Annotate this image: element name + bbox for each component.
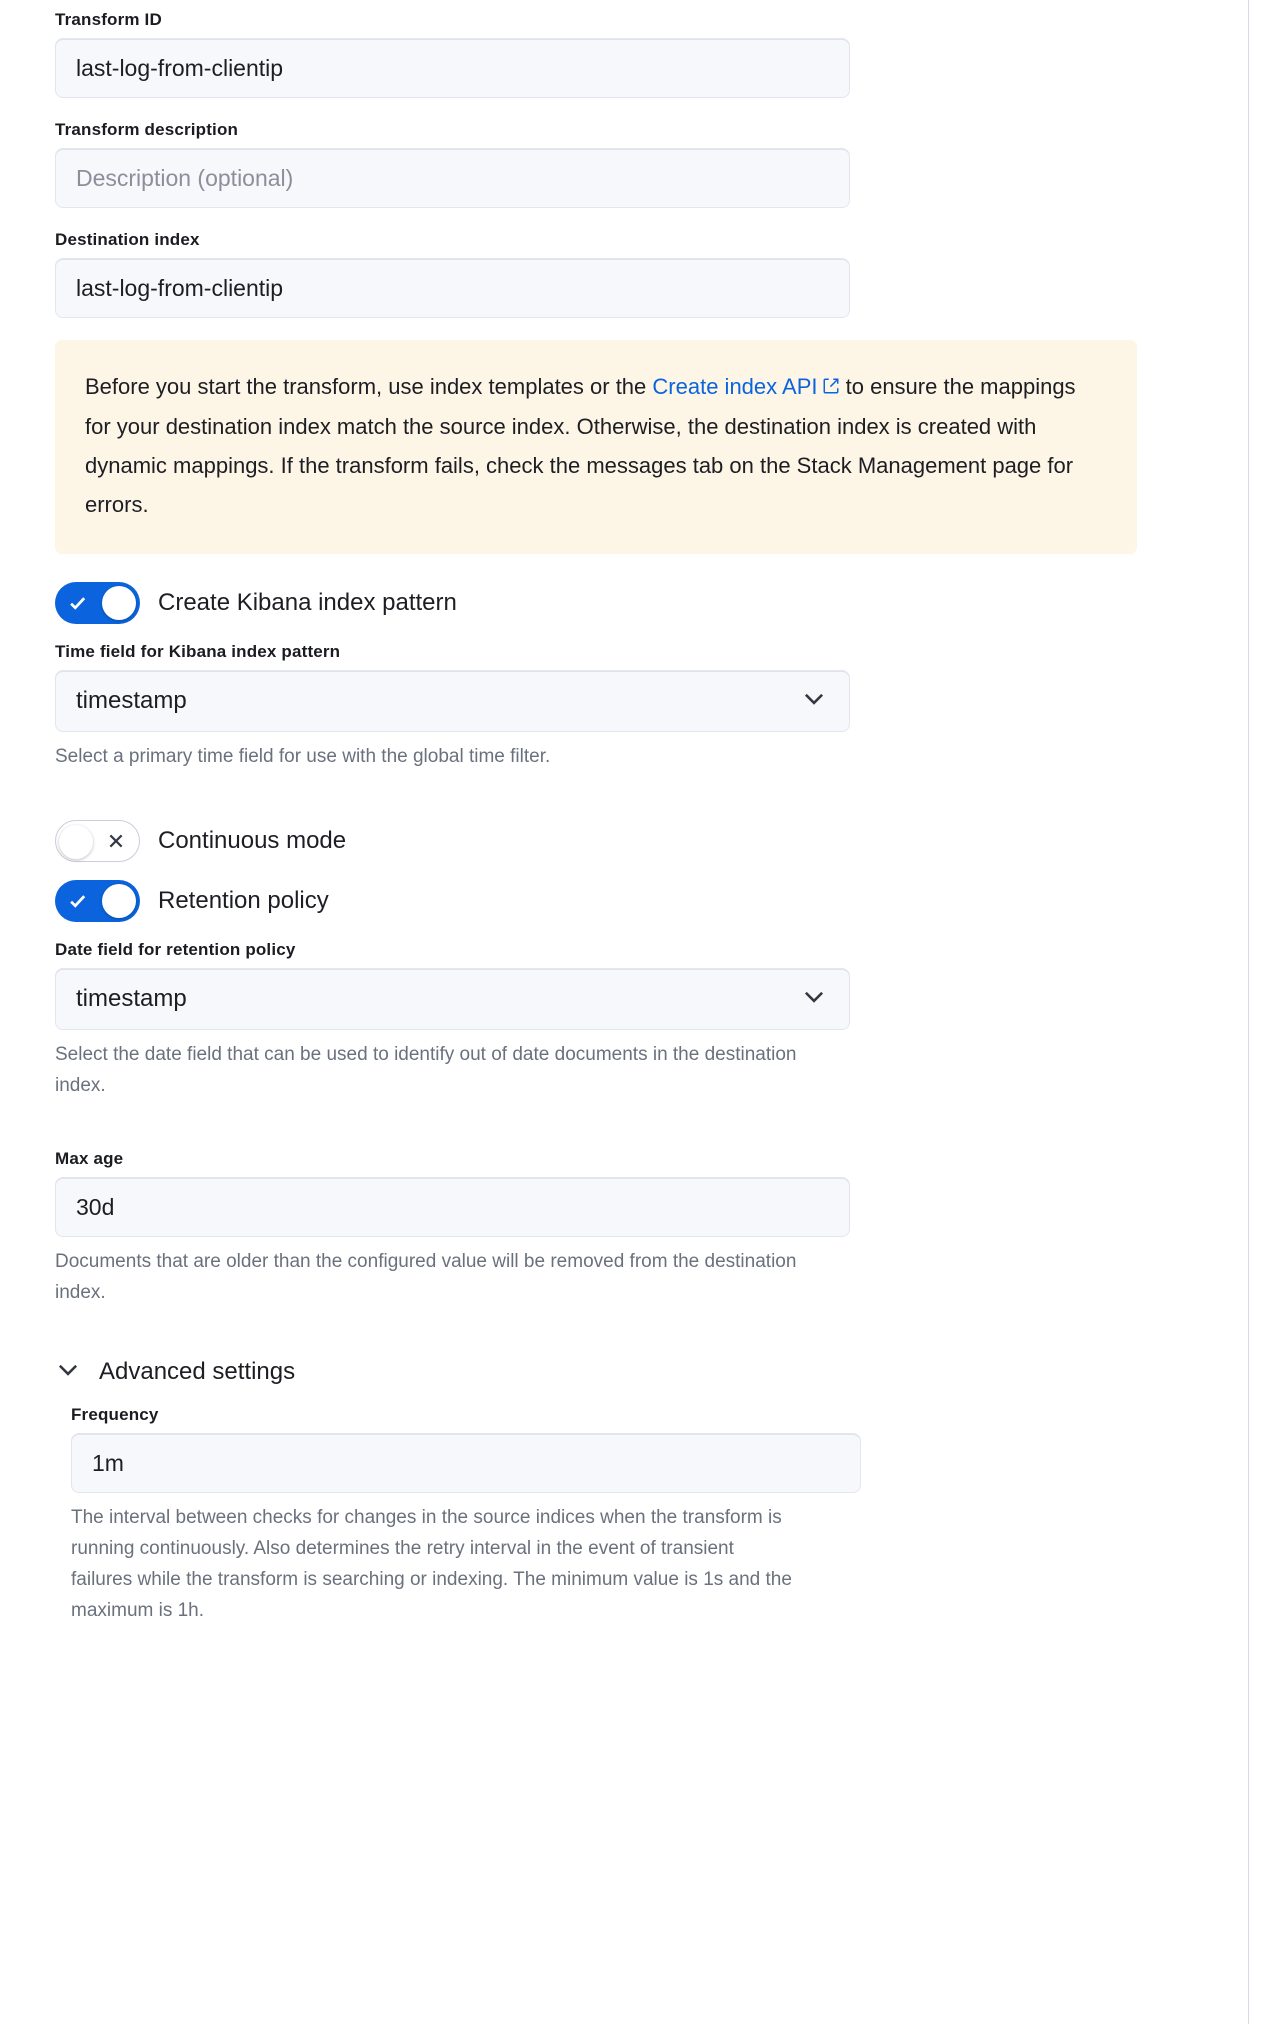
retention-policy-label: Retention policy (158, 887, 329, 914)
chevron-down-icon (801, 983, 827, 1016)
transform-description-input[interactable]: Description (optional) (55, 148, 850, 208)
time-field-select[interactable] (55, 670, 850, 732)
retention-date-field-select[interactable] (55, 968, 850, 1030)
transform-description-field (55, 120, 800, 208)
toggle-knob (102, 884, 136, 918)
frequency-label: Frequency (71, 1405, 159, 1424)
continuous-mode-label: Continuous mode (158, 827, 347, 854)
retention-date-field-label: Date field for retention policy (55, 940, 296, 959)
time-field-help: Select a primary time field for use with the global time filter. (55, 746, 551, 767)
create-index-api-link[interactable]: Create index API (652, 374, 818, 399)
transform-id-label: Transform ID (55, 10, 162, 29)
callout-text-before: Before you start the transform, use index templates or the (85, 374, 653, 399)
transform-description-label: Transform description (55, 120, 239, 139)
check-icon (65, 880, 91, 922)
cross-icon (103, 821, 129, 861)
create-index-pattern-toggle[interactable] (55, 582, 140, 624)
continuous-mode-row[interactable] (55, 820, 800, 862)
frequency-field (55, 1405, 800, 1626)
check-icon (65, 582, 91, 624)
transform-id-field (55, 10, 800, 98)
max-age-input[interactable]: 30d (55, 1177, 850, 1237)
continuous-mode-toggle[interactable] (55, 820, 140, 862)
advanced-settings-label: Advanced settings (99, 1357, 296, 1385)
retention-date-field-value: timestamp (76, 985, 187, 1012)
chevron-down-icon (801, 685, 827, 718)
toggle-knob (59, 825, 93, 859)
retention-date-field-block (55, 940, 800, 1101)
retention-policy-toggle[interactable] (55, 880, 140, 922)
destination-index-field (55, 230, 800, 318)
destination-index-input[interactable]: last-log-from-clientip (55, 258, 850, 318)
max-age-label: Max age (55, 1149, 124, 1168)
frequency-input[interactable]: 1m (71, 1433, 861, 1493)
frequency-help: The interval between checks for changes in the source indices when the transform is running continuously. Also determines the retry interval in the event of transient failures while the transform is searching or indexing. The minimum value is 1s and the maximum is 1h. (71, 1507, 792, 1621)
callout-text-after: to ensure the mappings for your destination index match the source index. Otherwise, the destination index is created with dynamic mappings. If the transform fails, check the messages tab on the Stack Management page for errors. (85, 374, 1076, 517)
retention-date-field-help: Select the date field that can be used to identify out of date documents in the destination index. (55, 1044, 797, 1096)
max-age-field (55, 1149, 800, 1308)
max-age-help: Documents that are older than the configured value will be removed from the destination index. (55, 1251, 797, 1303)
external-link-icon (822, 368, 840, 407)
toggle-knob (102, 586, 136, 620)
panel-divider (1248, 0, 1249, 2024)
destination-index-label: Destination index (55, 230, 200, 249)
time-field-label: Time field for Kibana index pattern (55, 642, 341, 661)
transform-id-input[interactable]: last-log-from-clientip (55, 38, 850, 98)
create-index-pattern-row[interactable] (55, 582, 800, 624)
time-field-block (55, 642, 800, 772)
time-field-value: timestamp (76, 687, 187, 714)
create-index-pattern-label: Create Kibana index pattern (158, 589, 457, 616)
index-mapping-callout (55, 340, 1137, 554)
advanced-settings-toggle[interactable] (55, 1356, 800, 1387)
chevron-down-icon (55, 1356, 81, 1387)
retention-policy-row[interactable] (55, 880, 800, 922)
